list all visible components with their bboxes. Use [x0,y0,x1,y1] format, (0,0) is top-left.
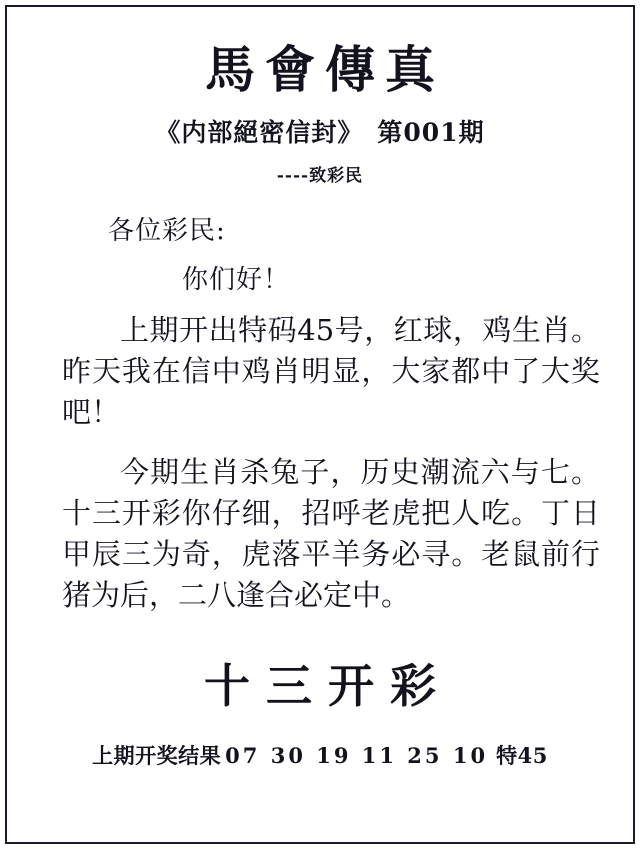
body-paragraph-1: 上期开出特码45号，红球，鸡生肖。昨天我在信中鸡肖明显，大家都中了大奖吧！ [62,313,600,430]
page-title: 馬會傳真 [205,40,445,99]
issue-number: 第001期 [377,118,485,147]
result-label: 上期开奖结果 [92,743,222,769]
result-numbers: 07 30 19 11 25 10 [225,743,489,769]
body-paragraph-2: 今期生肖杀兔子，历史潮流六与七。十三开彩你仔细，招呼老虎把人吃。丁日甲辰三为奇，虎落平羊务必寻。老鼠前行猪为后，二八逢合必定中。 [62,454,600,613]
dedication-line: ----致彩民 [276,166,364,186]
subtitle-row [34,113,606,149]
subtitle-text: 《内部絕密信封》 [155,118,364,147]
headline-slogan: 十三开彩 [204,659,452,714]
previous-draw-result [34,740,606,770]
greeting: 你们好！ [182,265,291,295]
salutation: 各位彩民: [108,216,226,246]
result-special-number: 特45 [496,743,548,769]
